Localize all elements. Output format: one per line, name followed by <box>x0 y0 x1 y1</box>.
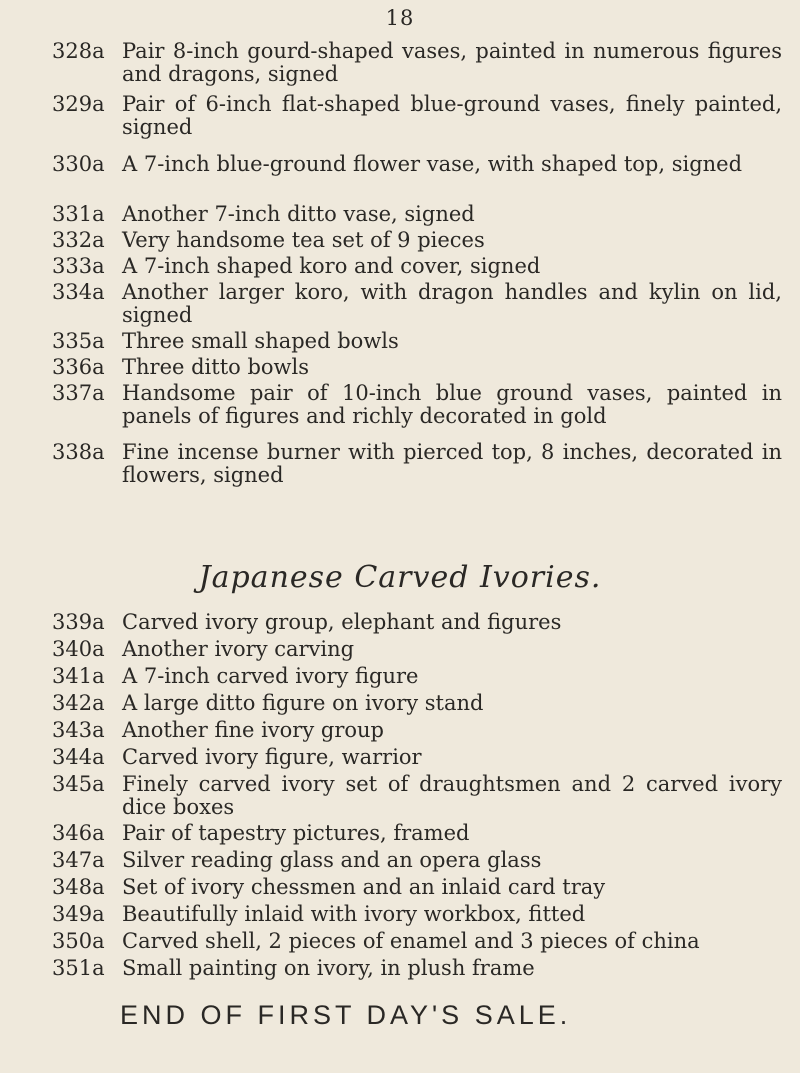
lot-entry <box>52 849 782 872</box>
lot-entry <box>52 40 782 86</box>
lot-description: Another 7-inch ditto vase, signed <box>122 202 475 226</box>
lot-entry <box>52 876 782 899</box>
lot-description: A large ditto figure on ivory stand <box>122 691 484 715</box>
lot-entry <box>52 930 782 953</box>
lot-entry <box>52 638 782 661</box>
section-heading: Japanese Carved Ivories. <box>198 560 602 595</box>
lot-description: Carved shell, 2 pieces of enamel and 3 pieces of china <box>122 929 700 953</box>
lot-number: 346a <box>52 821 105 845</box>
lot-number: 329a <box>52 92 105 116</box>
lot-description: A 7-inch carved ivory figure <box>122 664 419 688</box>
lot-description: Silver reading glass and an opera glass <box>122 848 542 872</box>
lot-number: 341a <box>52 664 105 688</box>
lot-number: 333a <box>52 254 105 278</box>
lot-entry <box>52 903 782 926</box>
lot-description: Another ivory carving <box>122 637 355 661</box>
lot-description: Fine incense burner with pierced top, 8 inches, decorated in flowers, signed <box>122 440 782 487</box>
lot-number: 328a <box>52 39 105 63</box>
lot-description: Carved ivory group, elephant and figures <box>122 610 562 634</box>
lot-entry <box>52 153 782 176</box>
lot-number: 334a <box>52 280 105 304</box>
lot-description: Pair of 6-inch flat-shaped blue-ground vases, finely painted, signed <box>122 92 782 139</box>
lot-number: 351a <box>52 956 105 980</box>
lot-number: 338a <box>52 440 105 464</box>
lot-number: 345a <box>52 772 105 796</box>
lot-description: Another fine ivory group <box>122 718 384 742</box>
lot-entry <box>52 330 782 353</box>
lot-number: 349a <box>52 902 105 926</box>
lot-description: Beautifully inlaid with ivory workbox, fitted <box>122 902 586 926</box>
lot-number: 337a <box>52 381 105 405</box>
lot-entry <box>52 203 782 226</box>
lot-description: Small painting on ivory, in plush frame <box>122 956 535 980</box>
lot-description: Handsome pair of 10-inch blue ground vases, painted in panels of figures and richly decorated in gold <box>122 381 782 428</box>
lot-description: Finely carved ivory set of draughtsmen and 2 carved ivory dice boxes <box>122 772 782 819</box>
lot-number: 343a <box>52 718 105 742</box>
lot-number: 336a <box>52 355 105 379</box>
lot-entry <box>52 822 782 845</box>
lot-number: 340a <box>52 637 105 661</box>
lot-description: Pair 8-inch gourd-shaped vases, painted in numerous figures and dragons, signed <box>122 39 782 86</box>
page-number: 18 <box>385 6 415 30</box>
lot-entry <box>52 255 782 278</box>
lot-number: 347a <box>52 848 105 872</box>
lot-entry <box>52 382 782 428</box>
lot-entry <box>52 692 782 715</box>
lot-description: A 7-inch blue-ground flower vase, with shaped top, signed <box>122 152 743 176</box>
lot-entry <box>52 611 782 634</box>
lot-entry <box>52 957 782 980</box>
lot-description: Another larger koro, with dragon handles and kylin on lid, signed <box>122 280 782 327</box>
lot-entry <box>52 356 782 379</box>
lot-description: Three small shaped bowls <box>122 329 399 353</box>
lot-number: 332a <box>52 228 105 252</box>
lot-number: 342a <box>52 691 105 715</box>
lot-entry <box>52 281 782 327</box>
lot-description: Pair of tapestry pictures, framed <box>122 821 470 845</box>
lot-entry <box>52 665 782 688</box>
lot-number: 339a <box>52 610 105 634</box>
lot-entry <box>52 441 782 487</box>
lot-number: 344a <box>52 745 105 769</box>
lot-description: Very handsome tea set of 9 pieces <box>122 228 485 252</box>
lot-number: 350a <box>52 929 105 953</box>
lot-description: Set of ivory chessmen and an inlaid card tray <box>122 875 606 899</box>
lot-description: Carved ivory figure, warrior <box>122 745 422 769</box>
lot-number: 330a <box>52 152 105 176</box>
lot-number: 348a <box>52 875 105 899</box>
lot-description: A 7-inch shaped koro and cover, signed <box>122 254 541 278</box>
lot-entry <box>52 719 782 742</box>
lot-entry <box>52 93 782 139</box>
lot-number: 335a <box>52 329 105 353</box>
lot-number: 331a <box>52 202 105 226</box>
lot-entry <box>52 746 782 769</box>
lot-entry <box>52 229 782 252</box>
lot-entry <box>52 773 782 819</box>
lot-description: Three ditto bowls <box>122 355 310 379</box>
end-of-sale-footer: END OF FIRST DAY'S SALE. <box>120 1000 572 1030</box>
